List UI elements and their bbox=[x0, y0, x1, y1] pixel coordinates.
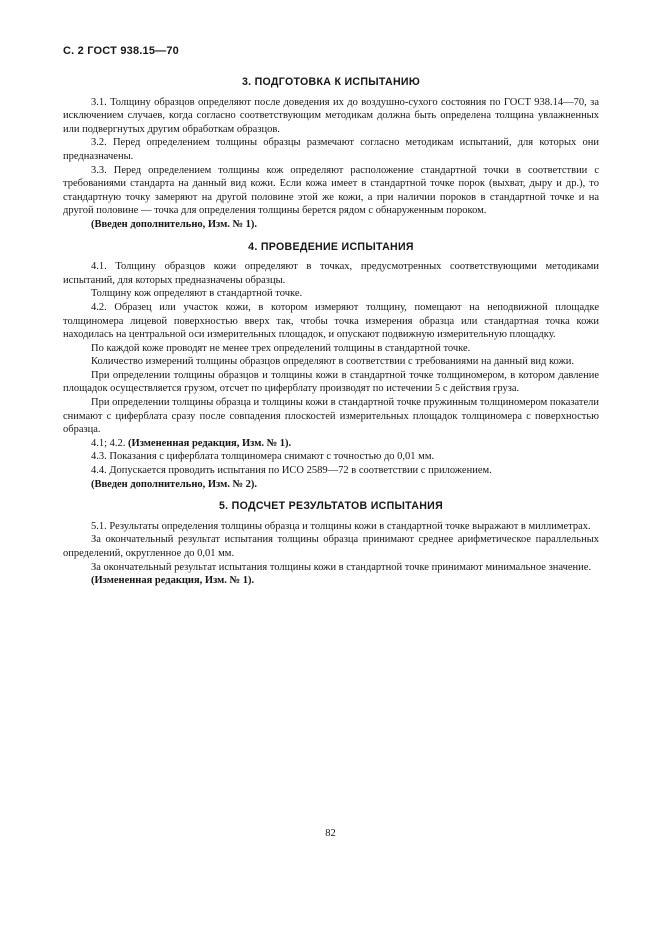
paragraph-5-1c: За окончательный результат испытания толщины кожи в стандартной точке принимают минимальное значение. bbox=[91, 561, 592, 573]
paragraph-4-3: 4.3. Показания с циферблата толщиномера снимают с точностью до 0,01 мм. bbox=[91, 451, 435, 463]
paragraph-4-2: 4.2. Образец или участок кожи, в котором измеряют толщину, помещают на неподвижной площадке толщиномера лицевой поверхностью вверх так, чтобы точка измерения образца или стандартная точка кожи находилась на центральной оси измерительных площадок, и опускают подвижную измерительную площадку. bbox=[63, 301, 599, 341]
paragraph-5-1b: За окончательный результат испытания толщины образца принимают среднее арифметическое параллельных определений, округленное до 0,01 мм. bbox=[63, 534, 599, 559]
page-number: 82 bbox=[325, 828, 336, 839]
amendment-note-4-1: (Измененная редакция, Изм. № 1). bbox=[128, 437, 292, 449]
amendment-line-4 bbox=[63, 437, 599, 451]
paragraph-3-2: 3.2. Перед определением толщины образцы размечают согласно методикам испытаний, для которых они предназначены. bbox=[63, 137, 599, 162]
section-5-title: 5. ПОДСЧЕТ РЕЗУЛЬТАТОВ ИСПЫТАНИЯ bbox=[218, 500, 444, 513]
amendment-note-3: (Введен дополнительно, Изм. № 1). bbox=[91, 218, 258, 230]
section-3-title: 3. ПОДГОТОВКА К ИСПЫТАНИЮ bbox=[241, 76, 421, 88]
paragraph-4-4: 4.4. Допускается проводить испытания по ИСО 2589—72 в соответствии с приложением. bbox=[91, 465, 492, 477]
paragraph-5-1: 5.1. Результаты определения толщины образца и толщины кожи в стандартной точке выражают в миллиметрах. bbox=[91, 520, 591, 532]
page-header: С. 2 ГОСТ 938.15—70 bbox=[63, 45, 180, 57]
amendment-note-5: (Измененная редакция, Изм. № 1). bbox=[91, 575, 255, 587]
section-4-title: 4. ПРОВЕДЕНИЕ ИСПЫТАНИЯ bbox=[248, 240, 414, 253]
paragraph-3-1: 3.1. Толщину образцов определяют после доведения их до воздушно-сухого состояния по ГОСТ 938.14—70, за исключением случаев, когда согласно соответствующим методикам должна быть определена толщина увлажненных или подвергнутых другим обработкам образцов. bbox=[63, 96, 599, 135]
paragraph-4-2b: По каждой коже проводят не менее трех определений толщины в стандартной точке. bbox=[91, 342, 471, 354]
paragraph-4-2c: Количество измерений толщины образцов определяют в соответствии с требованиями на данный вид кожи. bbox=[91, 356, 575, 368]
amendment-ref: 4.1; 4.2. bbox=[91, 437, 126, 449]
paragraph-4-2d: При определении толщины образцов и толщины кожи в стандартной точке толщиномером, в котором давление площадок осуществляется грузом, отсчет по циферблату производят по истечении 5 с действия груза. bbox=[63, 369, 599, 395]
document-body bbox=[63, 76, 599, 588]
paragraph-4-1: 4.1. Толщину образцов кожи определяют в точках, предусмотренных соответствующими методиками испытаний, для которых предназначены образцы. bbox=[63, 261, 599, 286]
paragraph-3-3: 3.3. Перед определением толщины кож определяют расположение стандартной точки в соответствии с требованиями стандарта на данный вид кожи. Если кожа имеет в стандартной точке порок (выхват, дыру и др.), то стандартную точку замеряют на другой половине этой же кожи, а при наличии пороков в стандартной точке и на другой половине — точка для определения толщины берется рядом с обнаруженным пороком. bbox=[63, 164, 599, 217]
paragraph-4-2e: При определении толщины образца и толщины кожи в стандартной точке пружинным толщиномером показатели снимают с циферблата сразу после совпадения плоскостей измерительных площадок толщиномера с поверхностью образца. bbox=[63, 397, 599, 436]
amendment-note-4-2: (Введен дополнительно, Изм. № 2). bbox=[91, 478, 258, 490]
paragraph-4-1b: Толщину кож определяют в стандартной точке. bbox=[91, 288, 303, 300]
